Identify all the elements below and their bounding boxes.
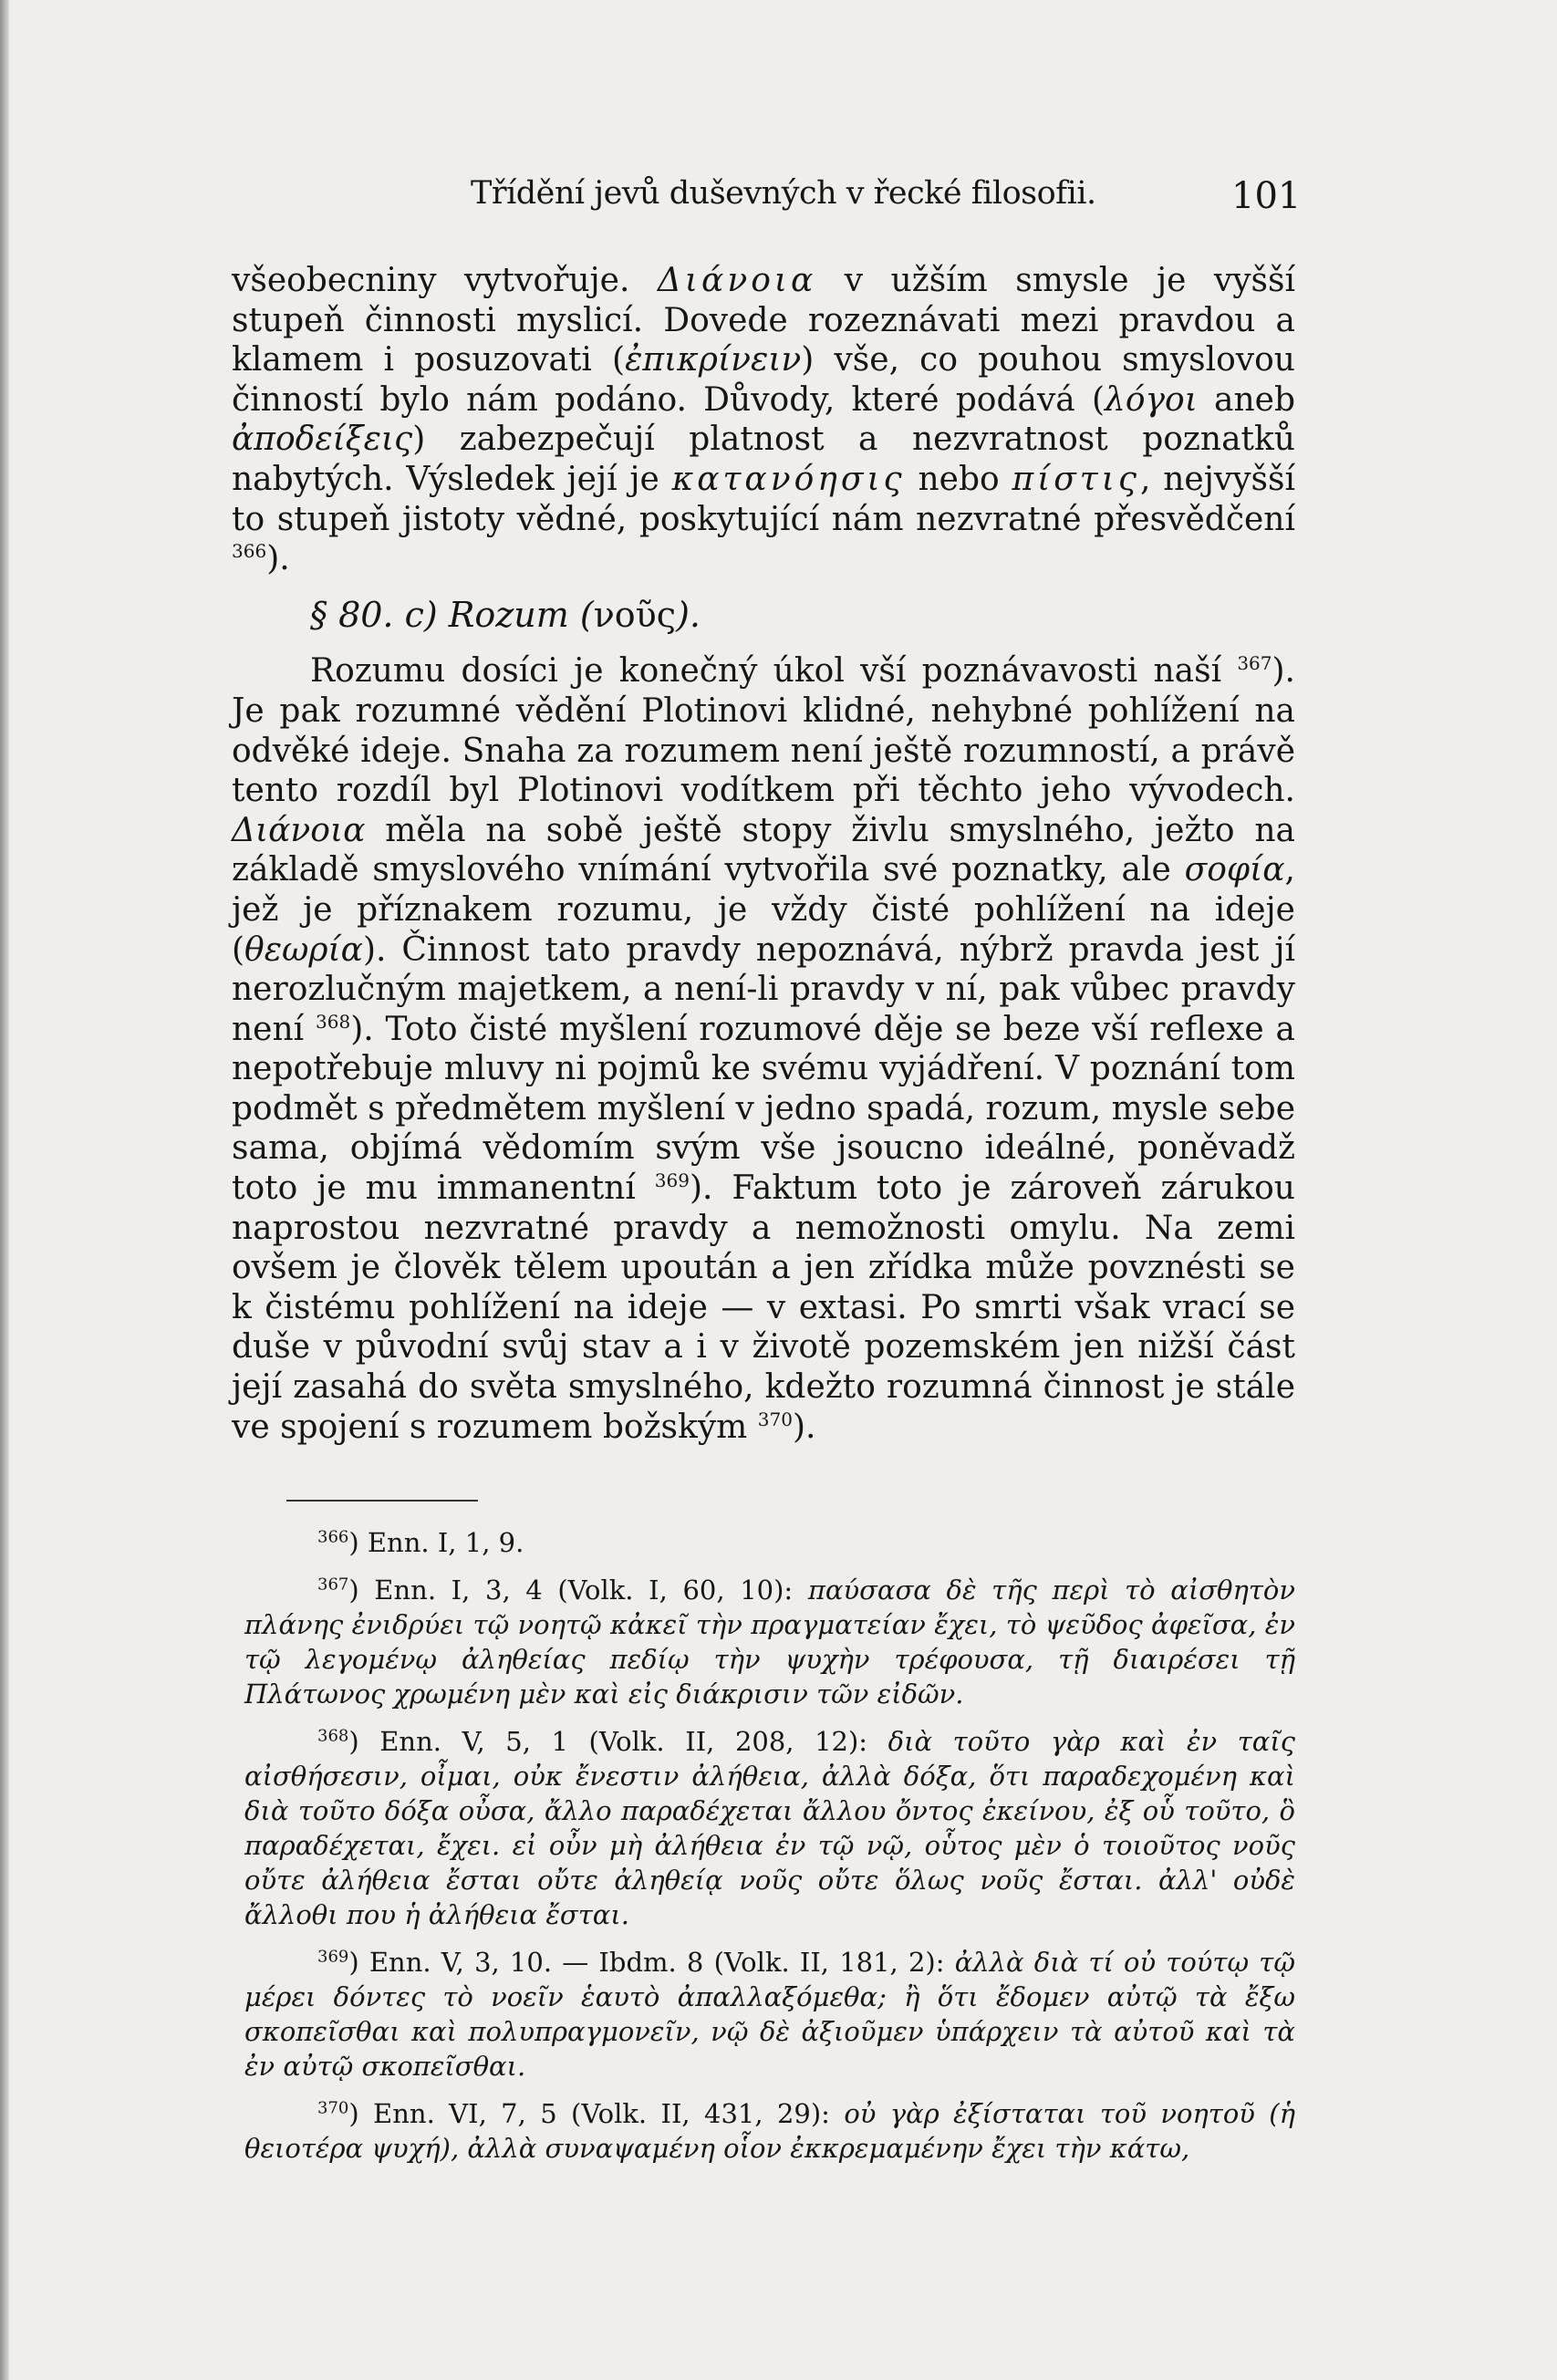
text-run: , jež je příznakem rozumu, je vždy čisté pohlížení na ideje (	[232, 851, 1295, 969]
text-run: aneb	[1197, 380, 1295, 419]
footnote-text: ) Enn. I, 3, 4 (Volk. I, 60, 10):	[348, 1575, 808, 1606]
text-run: , nejvyšší to stupeň jistoty vědné, poskytující nám nezvratné přesvědčení	[232, 460, 1295, 538]
text-run: ). Toto čisté myšlení rozumové děje se beze vší reflexe a nepotřebuje mluvy ni pojmů ke svému vyjádření. V poznání tom podmět s předmětem myšlení v jedno spadá, rozum, mysle sebe sama, objímá vědomím svým vše jsoucno ideálné, poněvadž toto je mu immanentní	[232, 1010, 1295, 1208]
text-run: nebo	[905, 460, 1012, 498]
footnote-ref: 367	[1237, 652, 1272, 675]
footnote-text: ) Enn. VI, 7, 5 (Volk. II, 431, 29):	[348, 2098, 845, 2129]
greek-term: κατανόησις	[671, 460, 906, 498]
running-header	[0, 170, 1557, 224]
footnote-number: 366	[317, 1527, 349, 1547]
greek-term: πίστις	[1012, 460, 1140, 498]
text-run: ) zabezpečují platnost a nezvratnost poznatků nabytých. Výsledek její je	[232, 421, 1295, 498]
footnote-divider	[286, 1500, 478, 1502]
greek-term: νοῦς	[593, 594, 677, 635]
footnote-greek-quote: διὰ τοῦτο γὰρ καὶ ἐν ταῖς αἰσθήσεσιν, οἶμαι, οὐκ ἔνεστιν ἀλήθεια, ἀλλὰ δόξα, ὅτι παραδεχομένη καὶ διὰ τοῦτο δόξα οὖσα, ἄλλο παραδέχεται ἄλλου ὄντος ἐκείνου, ἐξ οὗ τοῦτο, ὃ παραδέχεται, ἔχει. εἰ οὖν μὴ ἀλήθεια ἐν τῷ νῷ, οὗτος μὲν ὁ τοιοῦτος νοῦς οὔτε ἀλήθεια ἔσται οὔτε ἀληθείᾳ νοῦς οὔτε ὅλως νοῦς ἔσται. ἀλλ' οὐδὲ ἄλλοθι που ἡ ἀλήθεια ἔσται.	[244, 1726, 1295, 1930]
greek-term: θεωρία	[244, 930, 363, 969]
footnote-number: 368	[317, 1726, 349, 1746]
footnote-367	[244, 1573, 1295, 1711]
footnote-ref: 369	[654, 1169, 690, 1192]
text-run: ).	[792, 1408, 816, 1446]
footnote-text: ) Enn. I, 1, 9.	[348, 1527, 524, 1558]
section-heading	[310, 596, 1295, 636]
text-run: ).	[676, 594, 701, 635]
footnote-366	[244, 1525, 1295, 1560]
greek-term: ἐπικρίνειν	[625, 341, 802, 379]
paragraph-1	[232, 261, 1295, 579]
footnote-text: ) Enn. V, 5, 1 (Volk. II, 208, 12):	[348, 1726, 888, 1757]
text-run: ).	[266, 540, 290, 578]
footnote-368	[244, 1724, 1295, 1932]
page-number: 101	[1231, 175, 1302, 217]
footnote-ref: 370	[757, 1408, 793, 1430]
text-run: ) vše, co pouhou smyslovou činností bylo nám podáno. Důvody, které podává (	[232, 341, 1295, 419]
paragraph-2	[232, 651, 1295, 1447]
text-run: v užším smysle je vyšší stupeň činnosti myslicí. Dovede rozeznávati mezi pravdou a klamem i posuzovati (	[232, 262, 1296, 379]
greek-term: λόγοι	[1105, 380, 1198, 419]
footnote-number: 369	[317, 1947, 349, 1967]
text-run: všeobecniny vytvořuje.	[232, 262, 658, 299]
footnote-number: 370	[317, 2098, 349, 2118]
footnote-ref: 368	[316, 1010, 351, 1033]
running-title: Třídění jevů duševných v řecké filosofii.	[471, 175, 1096, 212]
footnote-greek-quote: ἀλλὰ διὰ τί οὐ τούτῳ τῷ μέρει δόντες τὸ νοεῖν ἑαυτὸ ἀπαλλαξόμεθα; ἢ ὅτι ἔδομεν αὐτῷ τὰ ἔξω σκοπεῖσθαι καὶ πολυπραγμονεῖν, νῷ δὲ ἀξιοῦμεν ὑπάρχειν τὰ αὐτοῦ καὶ τὰ ἐν αὐτῷ σκοπεῖσθαι.	[244, 1947, 1295, 2082]
text-run: měla na sobě ještě stopy živlu smyslného, ježto na základě smyslového vnímání vytvořila své poznatky, ale	[232, 811, 1295, 889]
footnote-370	[244, 2096, 1295, 2166]
footnote-ref: 366	[232, 540, 267, 563]
page-edge-shadow	[0, 0, 9, 2380]
footnotes	[244, 1525, 1295, 2178]
greek-term: σοφία	[1184, 851, 1285, 889]
section-title: § 80. c) Rozum (	[310, 594, 594, 635]
greek-term: Διάνοια	[232, 811, 366, 849]
footnote-greek-quote: παύσασα δὲ τῆς περὶ τὸ αἰσθητὸν πλάνης ἐνιδρύει τῷ νοητῷ κἀκεῖ τὴν πραγματείαν ἔχει, τὸ ψεῦδος ἀφεῖσα, ἐν τῷ λεγομένῳ ἀληθείας πεδίῳ τὴν ψυχὴν τρέφουσα, τῇ διαιρέσει τῇ Πλάτωνος χρωμένη μὲν καὶ εἰς διάκρισιν τῶν εἰδῶν.	[244, 1575, 1295, 1710]
footnote-369	[244, 1945, 1295, 2084]
text-run: ). Je pak rozumné vědění Plotinovi klidné, nehybné pohlížení na odvěké ideje. Snaha za rozumem není ještě rozumností, a právě tento rozdíl byl Plotinovi vodítkem při těchto jeho vývodech.	[232, 652, 1295, 810]
footnote-text: ) Enn. V, 3, 10. — Ibdm. 8 (Volk. II, 181, 2):	[348, 1947, 955, 1978]
greek-term: Διάνοια	[657, 262, 817, 299]
text-run: Rozumu dosíci je konečný úkol vší poznávavosti naší	[310, 652, 1238, 691]
footnote-greek-quote: οὐ γὰρ ἐξίσταται τοῦ νοητοῦ (ἡ θειοτέρα ψυχή), ἀλλὰ συναψαμένη οἷον ἐκκρεμαμένην ἔχει τὴν κάτω,	[244, 2098, 1295, 2164]
text-run: ). Činnost tato pravdy nepoznává, nýbrž pravda jest jí nerozlučným majetkem, a není-li pravdy v ní, pak vůbec pravdy není	[232, 930, 1295, 1048]
greek-term: ἀποδείξεις	[232, 421, 413, 459]
footnote-number: 367	[317, 1575, 349, 1595]
text-run: ). Faktum toto je zároveň zárukou naprostou nezvratné pravdy a nemožnosti omylu. Na zemi ovšem je člověk tělem upoután a jen zřídka může povznésti se k čistému pohlížení na ideje — v extasi. Po smrti však vrací se duše v původní svůj stav a i v životě pozemském jen nižší část její zasahá do světa smyslného, kdežto rozumná činnost je stále ve spojení s rozumem božským	[232, 1169, 1295, 1446]
main-text	[232, 261, 1295, 1447]
